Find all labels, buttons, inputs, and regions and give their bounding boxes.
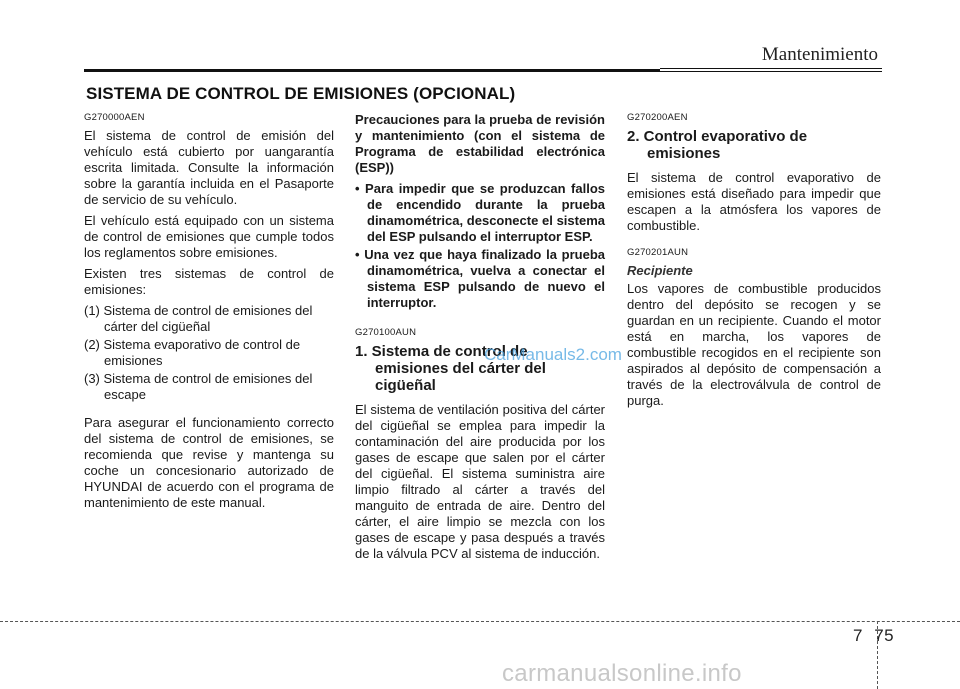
paragraph: El sistema de control de emisión del vehículo está cubierto por uangarantía escrita limitada. Consulte la información sobre la garantía incluida en el Pasaporte de servicio de su vehículo.	[84, 128, 334, 207]
page-number	[853, 626, 894, 646]
list-item: (2) Sistema evaporativo de control de emisiones	[84, 337, 301, 368]
paragraph: El sistema de control evaporativo de emisiones está diseñado para impedir que escapen a la atmósfera los vapores de combustible.	[627, 170, 881, 233]
paragraph: El sistema de ventilación positiva del cárter del cigüeñal se emplea para impedir la contaminación del aire producida por los gases de escape que salen por el cárter del cigüeñal. El sistema suministra aire limpio filtrado al cárter a través del manguito de entrada de aire. Dentro del cárter, el aire limpio se mezcla con los gases de escape y pasa después a través de la válvula PCV al sistema de inducción.	[355, 402, 605, 561]
page-number-value: 75	[874, 626, 895, 645]
watermark-bottom[interactable]: carmanualsonline.info	[502, 660, 742, 687]
bullet-item: • Una vez que haya finalizado la prueba dinamométrica, vuelva a conectar el sistema ESP pulsando de nuevo el interruptor.	[355, 247, 605, 310]
chapter-number: 7	[853, 626, 863, 645]
footer-rule	[0, 621, 960, 622]
page-header-title: Mantenimiento	[761, 44, 878, 65]
header-rule-thin-bottom	[660, 71, 882, 72]
list-item: (3) Sistema de control de emisiones del escape	[84, 371, 313, 402]
column-right	[627, 112, 881, 414]
paragraph: Para asegurar el funcionamiento correcto del sistema de control de emisiones, se recomienda que revise y mantenga su coche un concesionario autorizado de HYUNDAI de acuerdo con el programa de mantenimiento de este manual.	[84, 415, 334, 510]
precaution-title: Precauciones para la prueba de revisión y mantenimiento (con el sistema de Programa de estabilidad electrónica (ESP))	[355, 112, 605, 175]
section-code: G270000AEN	[84, 112, 145, 123]
section-code: G270200AEN	[627, 112, 688, 123]
paragraph: Los vapores de combustible producidos dentro del depósito se recogen y se guardan en un recipiente. Cuando el motor está en marcha, los vapores de combustible recogidos en el recipiente son aspirados al depósito de compensación a través de la electroválvula de control de purga.	[627, 281, 881, 408]
header-rule-thin-top	[660, 68, 882, 69]
bullet-item: • Para impedir que se produzcan fallos de encendido durante la prueba dinamométrica, desconecte el sistema del ESP pulsando el interruptor ESP.	[355, 181, 605, 244]
subheading: Recipiente	[627, 263, 693, 278]
heading-first-line: 2. Control evaporativo de	[627, 128, 808, 145]
heading-first-line: 1. Sistema de control de	[355, 343, 528, 360]
section-code: G270201AUN	[627, 247, 689, 258]
column-middle	[355, 112, 605, 567]
paragraph: Existen tres sistemas de control de emisiones:	[84, 266, 334, 297]
subsection-heading	[627, 128, 881, 162]
list-item: (1) Sistema de control de emisiones del cárter del cigüeñal	[84, 303, 313, 334]
column-left	[84, 112, 334, 516]
section-code: G270100AUN	[355, 327, 417, 338]
watermark-overlay: CarManuals2.com	[484, 345, 622, 364]
paragraph: El vehículo está equipado con un sistema de control de emisiones que cumple todos los reglamentos sobre emisiones.	[84, 213, 334, 260]
header-rule	[84, 69, 660, 72]
heading-rest: emisiones	[647, 145, 721, 162]
heading-rest: emisiones del cárter del cigüeñal	[375, 360, 546, 394]
section-title: SISTEMA DE CONTROL DE EMISIONES (OPCIONAL)	[86, 84, 516, 103]
